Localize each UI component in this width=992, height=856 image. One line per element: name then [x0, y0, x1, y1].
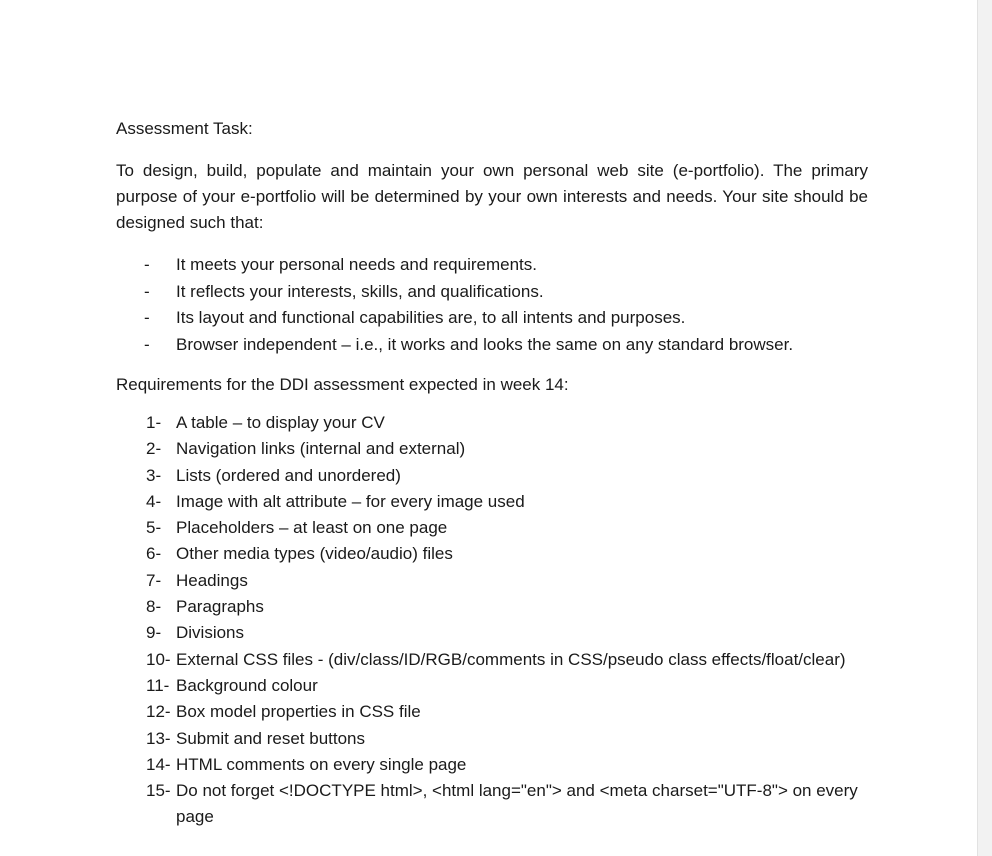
item-text: Navigation links (internal and external): [176, 439, 466, 459]
list-item: [116, 332, 868, 359]
item-text: Headings: [176, 570, 248, 590]
list-item: [116, 647, 868, 673]
assessment-task-heading: Assessment Task:: [116, 119, 253, 138]
item-number: 13-: [146, 728, 171, 748]
item-text: Lists (ordered and unordered): [176, 465, 401, 485]
list-item: [116, 252, 868, 279]
item-number: 9-: [146, 623, 162, 643]
bullet-text: Its layout and functional capabilities are, to all intents and purposes.: [176, 308, 686, 327]
list-item: [116, 279, 868, 306]
list-item: [116, 594, 868, 620]
list-item: [116, 436, 868, 462]
list-item: [116, 489, 868, 515]
bullet-marker: -: [144, 281, 150, 301]
item-text: Background colour: [176, 675, 318, 695]
item-text: Box model properties in CSS file: [176, 702, 421, 722]
item-number: 15-: [146, 781, 171, 801]
item-text: Placeholders – at least on one page: [176, 518, 448, 538]
intro-paragraph: To design, build, populate and maintain your own personal web site (e-portfolio). The primary purpose of your e-portfolio will be determined by your own interests and needs. Your site should be designed such that:: [116, 161, 868, 232]
item-number: 3-: [146, 465, 162, 485]
item-number: 11-: [146, 675, 170, 695]
item-number: 2-: [146, 439, 162, 459]
list-item: [116, 752, 868, 778]
list-item: [116, 463, 868, 489]
item-number: 8-: [146, 597, 162, 617]
item-number: 10-: [146, 649, 171, 669]
list-item: [116, 410, 868, 436]
list-item: [116, 726, 868, 752]
list-item: [116, 305, 868, 332]
item-number: 4-: [146, 491, 162, 511]
list-item: [116, 699, 868, 725]
item-text: Do not forget <!DOCTYPE html>, <html lang="en"> and <meta charset="UTF-8"> on every page: [176, 781, 858, 827]
item-text: Image with alt attribute – for every image used: [176, 491, 525, 511]
document-content: [116, 117, 868, 831]
bullet-marker: -: [144, 255, 150, 274]
bullet-text: It reflects your interests, skills, and qualifications.: [176, 281, 544, 301]
item-number: 1-: [146, 413, 162, 432]
list-item: [116, 673, 868, 699]
item-number: 6-: [146, 544, 162, 564]
item-text: Submit and reset buttons: [176, 728, 366, 748]
item-text: External CSS files - (div/class/ID/RGB/comments in CSS/pseudo class effects/float/clear): [176, 649, 846, 669]
page-edge: [977, 0, 992, 856]
bullet-marker: -: [144, 308, 150, 327]
list-item: [116, 541, 868, 567]
list-item: [116, 620, 868, 646]
list-item: [116, 515, 868, 541]
item-number: 7-: [146, 570, 162, 590]
item-number: 12-: [146, 702, 171, 722]
item-text: HTML comments on every single page: [176, 754, 467, 774]
requirements-numbered-list: [116, 410, 868, 831]
item-text: Divisions: [176, 623, 245, 643]
bullet-marker: -: [144, 334, 150, 354]
requirements-bullet-list: [116, 252, 868, 358]
item-text: A table – to display your CV: [176, 413, 385, 432]
item-number: 14-: [146, 754, 171, 774]
item-number: 5-: [146, 518, 162, 538]
bullet-text: It meets your personal needs and requirements.: [176, 255, 537, 274]
list-item: [116, 778, 868, 831]
requirements-heading: Requirements for the DDI assessment expected in week 14:: [116, 375, 569, 394]
bullet-text: Browser independent – i.e., it works and looks the same on any standard browser.: [176, 334, 794, 354]
item-text: Other media types (video/audio) files: [176, 544, 453, 564]
list-item: [116, 568, 868, 594]
item-text: Paragraphs: [176, 597, 264, 617]
